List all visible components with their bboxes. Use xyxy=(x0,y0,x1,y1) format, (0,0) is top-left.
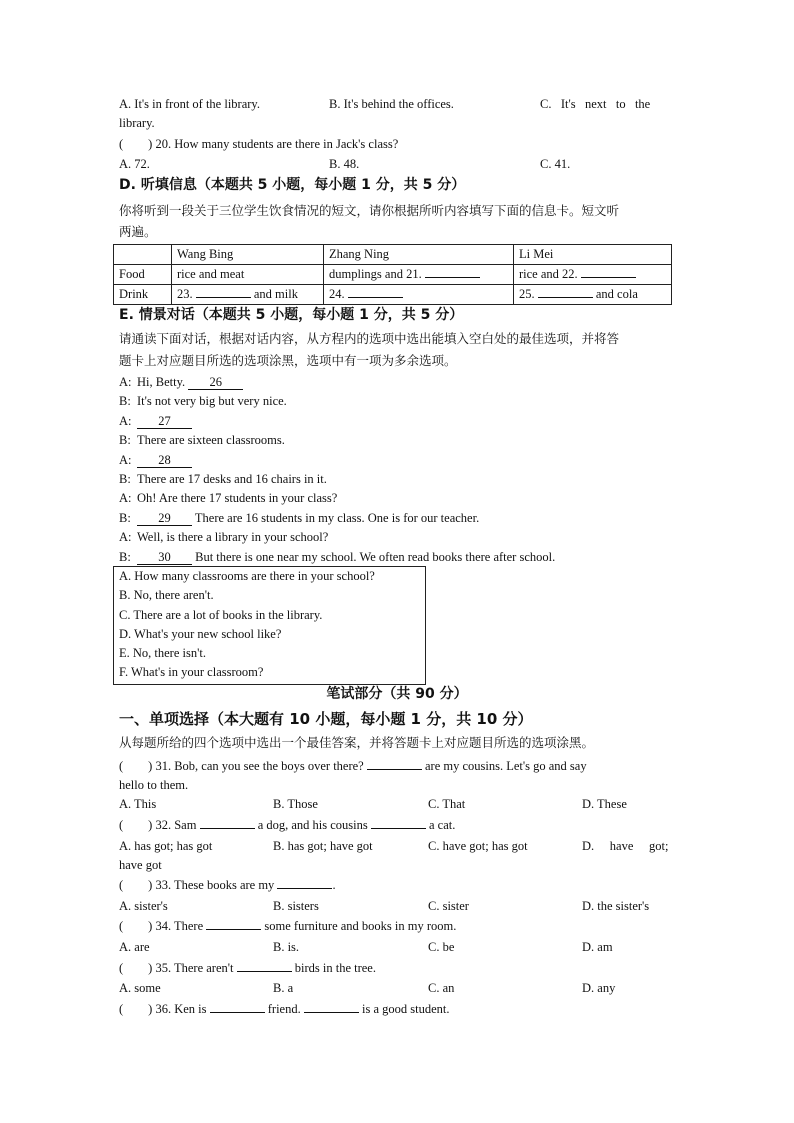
dialogue-line xyxy=(119,432,285,448)
question-number: 32. xyxy=(155,818,172,832)
answer-paren: ( ) xyxy=(119,759,153,773)
question-text: a dog, and his cousins xyxy=(257,818,368,832)
dialogue-line xyxy=(119,452,192,468)
table-header-cell: Wang Bing xyxy=(172,245,324,265)
q33-option-b: B. sisters xyxy=(273,899,319,913)
answer-blank[interactable] xyxy=(277,888,332,889)
q19-option-a: A. It's in front of the library. xyxy=(119,97,260,111)
row-label: Drink xyxy=(114,285,172,305)
q32-option-d: D. have got; xyxy=(582,839,669,853)
table-cell xyxy=(324,285,514,305)
answer-blank[interactable]: 29 xyxy=(137,512,192,526)
dialogue-line xyxy=(119,413,192,429)
answer-paren: ( ) xyxy=(119,961,153,975)
q33-option-a: A. sister's xyxy=(119,899,168,913)
q32-option-b: B. has got; have got xyxy=(273,839,373,853)
table-header-cell: Zhang Ning xyxy=(324,245,514,265)
table-cell: rice and meat xyxy=(172,265,324,285)
info-card-table xyxy=(113,244,672,305)
answer-blank[interactable] xyxy=(581,277,636,278)
option-item: C. There are a lot of books in the library. xyxy=(119,607,323,622)
section-1-instructions: 从每题所给的四个选项中选出一个最佳答案，并将答题卡上对应题目所选的选项涂黑。 xyxy=(119,735,595,750)
answer-blank[interactable] xyxy=(196,297,251,298)
q35-option-d: D. any xyxy=(582,981,616,995)
option-item: A. How many classrooms are there in your school? xyxy=(119,569,375,583)
q20-option-c: C. 41. xyxy=(540,157,571,171)
question-text: Bob, can you see the boys over there? xyxy=(174,759,364,773)
q19-option-b: B. It's behind the offices. xyxy=(329,97,454,111)
cell-text: 24. xyxy=(329,287,345,301)
question-text: Sam xyxy=(174,818,197,832)
question-text: . xyxy=(332,878,336,892)
cell-text: rice and 22. xyxy=(519,267,578,281)
option-item: D. What's your new school like? xyxy=(119,626,282,641)
answer-blank[interactable] xyxy=(200,828,255,829)
q31-option-b: B. Those xyxy=(273,797,318,811)
q20-option-b: B. 48. xyxy=(329,157,360,171)
section-d-heading: D. 听填信息（本题共 5 小题，每小题 1 分，共 5 分） xyxy=(119,177,466,193)
dialogue-line xyxy=(119,490,337,506)
answer-blank[interactable]: 28 xyxy=(137,454,192,468)
q31-option-a: A. This xyxy=(119,797,157,811)
table-header-cell xyxy=(114,245,172,265)
table-cell xyxy=(172,285,324,305)
answer-blank[interactable] xyxy=(304,1012,359,1013)
q32-option-c: C. have got; has got xyxy=(428,839,528,853)
q33-option-c: C. sister xyxy=(428,899,469,913)
cell-text: dumplings and 21. xyxy=(329,267,422,281)
answer-paren: ( ) xyxy=(119,137,153,151)
answer-blank[interactable] xyxy=(348,297,403,298)
question-text: birds in the tree. xyxy=(294,961,376,975)
q32-option-d-continued: have got xyxy=(119,858,162,872)
question-text: friend. xyxy=(267,1002,301,1016)
table-row-food xyxy=(114,265,672,285)
speaker-label: B: xyxy=(119,433,131,448)
dialogue-text: There are sixteen classrooms. xyxy=(137,433,285,448)
q35-option-b: B. a xyxy=(273,981,294,995)
table-header-cell: Li Mei xyxy=(514,245,672,265)
dialogue-text: Oh! Are there 17 students in your class? xyxy=(137,491,338,506)
question-stem: 20. How many students are there in Jack's class? xyxy=(155,137,399,151)
q34-option-d: D. am xyxy=(582,940,613,954)
cell-text: 23. xyxy=(177,287,193,301)
dialogue-text: But there is one near my school. We often read books there after school. xyxy=(195,549,556,564)
dialogue-line xyxy=(119,374,243,390)
speaker-label: A: xyxy=(119,491,132,506)
table-header-row xyxy=(114,245,672,265)
speaker-label: A: xyxy=(119,530,132,545)
dialogue-line xyxy=(119,471,327,487)
question-33 xyxy=(119,877,336,893)
dialogue-line xyxy=(119,549,555,565)
q19-option-c: C. It's next to the xyxy=(540,97,651,111)
answer-blank[interactable] xyxy=(210,1012,265,1013)
table-cell xyxy=(514,265,672,285)
question-text: These books are my xyxy=(173,878,275,892)
q20-option-a: A. 72. xyxy=(119,157,150,171)
speaker-label: A: xyxy=(119,413,132,428)
question-text: There xyxy=(173,919,204,933)
dialogue-text: Well, is there a library in your school? xyxy=(137,530,329,545)
row-label: Food xyxy=(114,265,172,285)
question-31-continued: hello to them. xyxy=(119,778,189,792)
answer-paren: ( ) xyxy=(119,818,153,832)
question-number: 31. xyxy=(155,759,172,773)
answer-blank[interactable] xyxy=(206,929,261,930)
section-e-instructions-cont: 题卡上对应题目所选的选项涂黑，选项中有一项为多余选项。 xyxy=(119,353,457,368)
question-20 xyxy=(119,136,398,152)
cell-text: and milk xyxy=(253,287,298,301)
option-item: F. What's in your classroom? xyxy=(119,665,264,680)
q33-option-d: D. the sister's xyxy=(582,899,650,913)
question-35 xyxy=(119,960,376,976)
table-cell xyxy=(514,285,672,305)
dialogue-text: There are 16 students in my class. One is for our teacher. xyxy=(194,510,480,525)
question-text: some furniture and books in my room. xyxy=(264,919,457,933)
answer-paren: ( ) xyxy=(119,919,153,933)
answer-blank[interactable] xyxy=(237,971,292,972)
dialogue-line xyxy=(119,529,328,545)
question-text: are my cousins. Let's go and say xyxy=(424,759,587,773)
question-32 xyxy=(119,817,455,833)
q31-option-d: D. These xyxy=(582,797,627,811)
speaker-label: B: xyxy=(119,394,131,409)
options-box xyxy=(113,566,426,685)
answer-blank[interactable]: 27 xyxy=(137,415,192,429)
q35-option-a: A. some xyxy=(119,981,161,995)
speaker-label: B: xyxy=(119,472,131,486)
cell-text: and cola xyxy=(595,287,638,301)
question-number: 36. xyxy=(155,1002,172,1016)
section-e-heading: E. 情景对话（本题共 5 小题，每小题 1 分，共 5 分） xyxy=(119,307,464,323)
q34-option-b: B. is. xyxy=(273,940,300,954)
section-d-instructions-cont: 两遍。 xyxy=(119,224,157,239)
answer-blank[interactable]: 26 xyxy=(188,376,243,390)
dialogue-text: Hi, Betty. xyxy=(137,375,186,389)
answer-blank[interactable] xyxy=(538,297,593,298)
answer-blank[interactable] xyxy=(371,828,426,829)
speaker-label: A: xyxy=(119,375,132,389)
q32-option-a: A. has got; has got xyxy=(119,839,213,853)
dialogue-line xyxy=(119,393,287,409)
answer-paren: ( ) xyxy=(119,1002,153,1016)
question-number: 33. xyxy=(155,878,172,892)
written-part-title: 笔试部分（共 90 分） xyxy=(326,686,468,702)
q35-option-c: C. an xyxy=(428,981,455,995)
question-text: is a good student. xyxy=(361,1002,450,1016)
option-item: B. No, there aren't. xyxy=(119,588,214,603)
dialogue-text: There are 17 desks and 16 chairs in it. xyxy=(137,472,327,486)
question-text: There aren't xyxy=(173,961,234,975)
speaker-label: B: xyxy=(119,510,131,525)
speaker-label: B: xyxy=(119,549,131,564)
question-number: 35. xyxy=(155,961,172,975)
q34-option-a: A. are xyxy=(119,940,150,954)
answer-blank[interactable] xyxy=(425,277,480,278)
q34-option-c: C. be xyxy=(428,940,455,954)
answer-blank[interactable]: 30 xyxy=(137,551,192,565)
answer-blank[interactable] xyxy=(367,769,422,770)
section-d-instructions: 你将听到一段关于三位学生饮食情况的短文，请你根据所听内容填写下面的信息卡。短文听 xyxy=(119,203,620,218)
speaker-label: A: xyxy=(119,452,132,467)
dialogue-line xyxy=(119,510,479,526)
question-36 xyxy=(119,1001,449,1017)
table-row-drink xyxy=(114,285,672,305)
cell-text: 25. xyxy=(519,287,535,301)
q31-option-c: C. That xyxy=(428,797,466,811)
question-number: 34. xyxy=(155,919,172,933)
q19-option-c-continued: library. xyxy=(119,116,155,130)
question-34 xyxy=(119,918,456,934)
section-1-heading: 一、单项选择（本大题有 10 小题，每小题 1 分，共 10 分） xyxy=(119,710,533,728)
option-item: E. No, there isn't. xyxy=(119,646,206,661)
answer-paren: ( ) xyxy=(119,878,153,892)
question-31 xyxy=(119,758,587,774)
dialogue-text: It's not very big but very nice. xyxy=(137,394,287,409)
section-e-instructions: 请通读下面对话，根据对话内容，从方程内的选项中选出能填入空白处的最佳选项，并将答 xyxy=(119,331,620,346)
question-text: Ken is xyxy=(174,1002,207,1016)
question-text: a cat. xyxy=(429,818,456,832)
table-cell xyxy=(324,265,514,285)
